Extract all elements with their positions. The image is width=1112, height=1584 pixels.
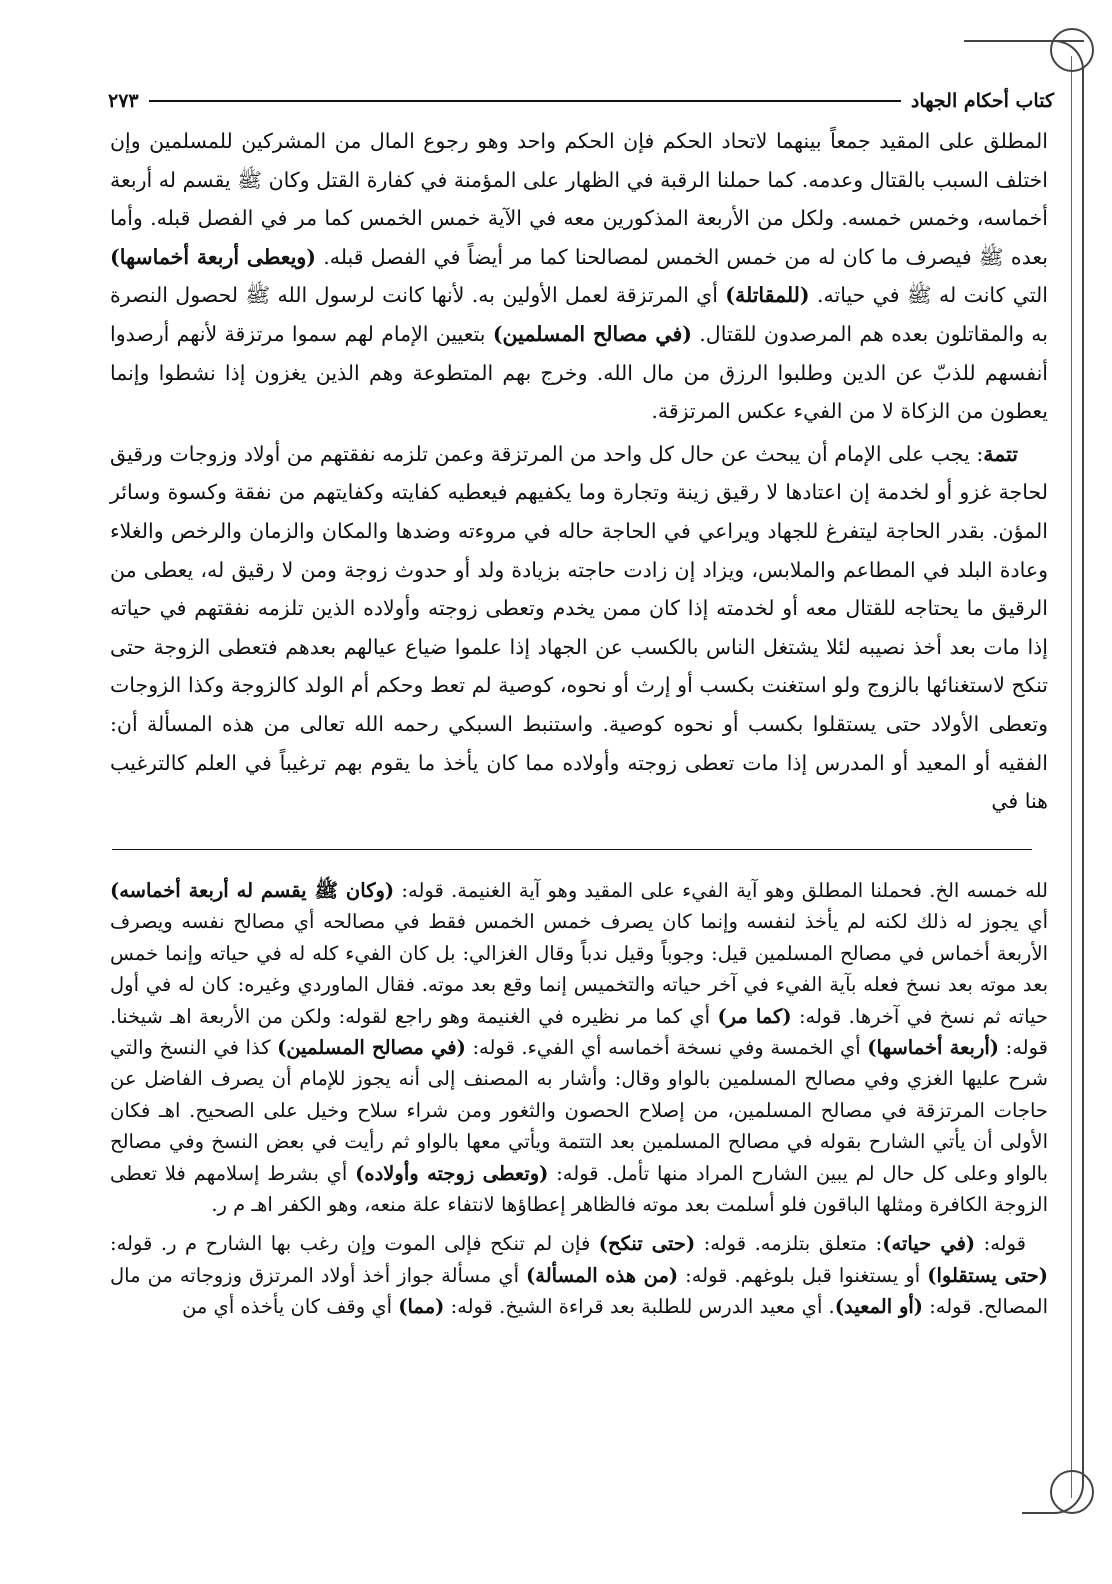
scan-artifact bbox=[42, 1490, 58, 1514]
page-number: ٢٧٣ bbox=[108, 90, 139, 112]
main-paragraph: المطلق على المقيد جمعاً بينهما لاتحاد الحكم فإن الحكم واحد وهو رجوع المال من المشركين للمسلمين وإن اختلف السبب بالقتال وعدمه. كما حملنا الرقبة في الظهار على المؤمنة في كفارة القتل وكان ﷺ يقسم له أربعة أخماسه، وخمس خمسه. ولكل من الأربعة المذكورين معه في الآية خمس الخمس كما مر في الفصل قبله. وأما بعده ﷺ فيصرف ما كان له من خمس الخمس لمصالحنا كما مر أيضاً في الفصل قبله. (ويعطى أربعة أخماسها) التي كانت له ﷺ في حياته. (للمقاتلة) أي المرتزقة لعمل الأولين به. لأنها كانت لرسول الله ﷺ لحصول النصرة به والمقاتلون بعده هم المرصدون للقتال. (في مصالح المسلمين) بتعيين الإمام لهم سموا مرتزقة لأنهم أرصدوا أنفسهم للذبّ عن الدين وطلبوا الرزق من مال الله. وخرج بهم المتطوعة وهم الذين يغزون إذا نشطوا وإنما يعطون من الزكاة لا من الفيء عكس المرتزقة. bbox=[110, 129, 1049, 424]
note-quote: (من هذه المسألة) bbox=[526, 1263, 679, 1287]
main-text bbox=[110, 122, 1048, 821]
matn-quote: (في مصالح المسلمين) bbox=[492, 321, 692, 346]
footnote-paragraph: قوله: (في حياته): متعلق بتلزمه. قوله: (حتى تنكح) فإن لم تنكح فإلى الموت وإن رغب بها الشارح م ر. قوله: (حتى يستقلوا) أو يستغنوا قبل بلوغهم. قوله: (من هذه المسألة) أي مسألة جواز أخذ أولاد المرتزق وزوجاته من مال المصالح. قوله: (أو المعيد). أي معيد الدرس للطلبة بعد قراءة الشيخ. قوله: (مما) أي وقف كان يأخذه أي من bbox=[110, 1232, 1049, 1319]
tatimma-label: تتمة bbox=[983, 441, 1018, 466]
footnote-separator bbox=[112, 849, 1032, 850]
footnote-paragraph: لله خمسه الخ. فحملنا المطلق وهو آية الفيء على المقيد وهو آية الغنيمة. قوله: (وكان ﷺ يقسم له أربعة أخماسه) أي يجوز له ذلك لكنه لم يأخذ لنفسه وإنما كان يصرف خمس الخمس فقط في مصالحه أي مصالح نفسه ويصرف الأربعة أخماس في مصالح المسلمين قيل: وجوباً وقيل ندباً وقال الغزالي: بل كان الفيء كله له في حياته وإنما خمس بعد موته بعد نسخ فعله بآية الفيء في آخر حياته والتخميس إنما وقع بعد موته. فقال الماوردي وغيره: كان له في أول حياته ثم نسخ في آخرها. قوله: (كما مر) أي كما مر نظيره في الغنيمة وهو راجع لقوله: ولكن من الأربعة اهـ شيخنا. قوله: (أربعة أخماسها) أي الخمسة وفي نسخة أخماسه أي الفيء. قوله: (في مصالح المسلمين) كذا في النسخ والتي شرح عليها الغزي وفي مصالح المسلمين بالواو وقال: وأشار به المصنف إلى أنه يجوز للإمام أن يصرف الفاضل عن حاجات المرتزقة في مصالح المسلمين، من إصلاح الحصون والثغور ومن شراء سلاح وخيل على الصحيح. اهـ فكان الأولى أن يأتي الشارح بقوله في مصالح المسلمين بعد التتمة ويأتي معها بالواو ثم رأيت في بعض النسخ وفي مصالح بالواو وعلى كل حال لم يبين الشارح المراد منها تأمل. قوله: (وتعطى زوجته وأولاده) أي بشرط إسلامهم فلا تعطى الزوجة الكافرة ومثلها الباقون فلو أسلمت بعد موته فالظاهر إعطاؤها لانتفاء علة منعه، وهو الكفر اهـ م ر. bbox=[110, 879, 1049, 1217]
scroll-ornament-top bbox=[1050, 28, 1094, 72]
note-quote: (حتى يستقلوا) bbox=[927, 1263, 1049, 1287]
note-quote: (مما) bbox=[398, 1295, 445, 1319]
footnotes bbox=[110, 875, 1048, 1323]
scroll-ornament-bottom bbox=[1050, 1470, 1094, 1514]
note-quote: (في حياته) bbox=[882, 1232, 976, 1256]
header-rule bbox=[149, 100, 901, 102]
note-quote: (وكان ﷺ يقسم له أربعة أخماسه) bbox=[110, 879, 395, 902]
note-quote: (وتعطى زوجته وأولاده) bbox=[355, 1161, 549, 1185]
running-title: كتاب أحكام الجهاد bbox=[910, 90, 1054, 112]
matn-quote: (للمقاتلة) bbox=[725, 283, 810, 308]
main-paragraph-tatimma: تتمة: يجب على الإمام أن يبحث عن حال كل واحد من المرتزقة وعمن تلزمه نفقتهم من أولاد وزوجات ورقيق لحاجة غزو أو لخدمة إن اعتادها لا رقيق زينة وتجارة وما يكفيهم فيعطيه كفايته وكفايتهم من نفقة وكسوة وسائر المؤن. بقدر الحاجة ليتفرغ للجهاد ويراعي في الحاجة حاله في مروءته وضدها والمكان والزمان والرخص والغلاء وعادة البلد في المطاعم والملابس، ويزاد إن زادت حاجته بزيادة ولد أو حدوث زوجة ومن لا رقيق له، يعطى من الرقيق ما يحتاجه للقتال معه أو لخدمته إذا كان ممن يخدم وتعطى زوجته وأولاده الذين تلزمه نفقتهم في حياته إذا مات بعد أخذ نصيبه لئلا يشتغل الناس بالكسب عن الجهاد إذا علموا ضياع عيالهم بعدهم فتعطى الزوجة حتى تنكح لاستغنائها بالزوج ولو استغنت بكسب أو إرث أو نحوه، كوصية لم تعط وحكم أم الولد كالزوجة وكذا الزوجات وتعطى الأولاد حتى يستقلوا بكسب أو نحوه كوصية. واستنبط السبكي رحمه الله تعالى من هذه المسألة أن: الفقيه أو المعيد أو المدرس إذا مات تعطى زوجته وأولاده مما كان يأخذ ما يقوم بهم ترغيباً في العلم كالترغيب هنا في bbox=[110, 441, 1048, 814]
note-quote: (أربعة أخماسها) bbox=[867, 1036, 1000, 1060]
note-quote: (في مصالح المسلمين) bbox=[277, 1036, 466, 1060]
page-header bbox=[108, 84, 1054, 118]
note-quote: (أو المعيد) bbox=[834, 1295, 924, 1319]
matn-quote: (ويعطى أربعة أخماسها) bbox=[110, 244, 316, 269]
note-quote: (حتى تنكح) bbox=[598, 1232, 696, 1256]
note-quote: (كما مر) bbox=[717, 1004, 792, 1028]
